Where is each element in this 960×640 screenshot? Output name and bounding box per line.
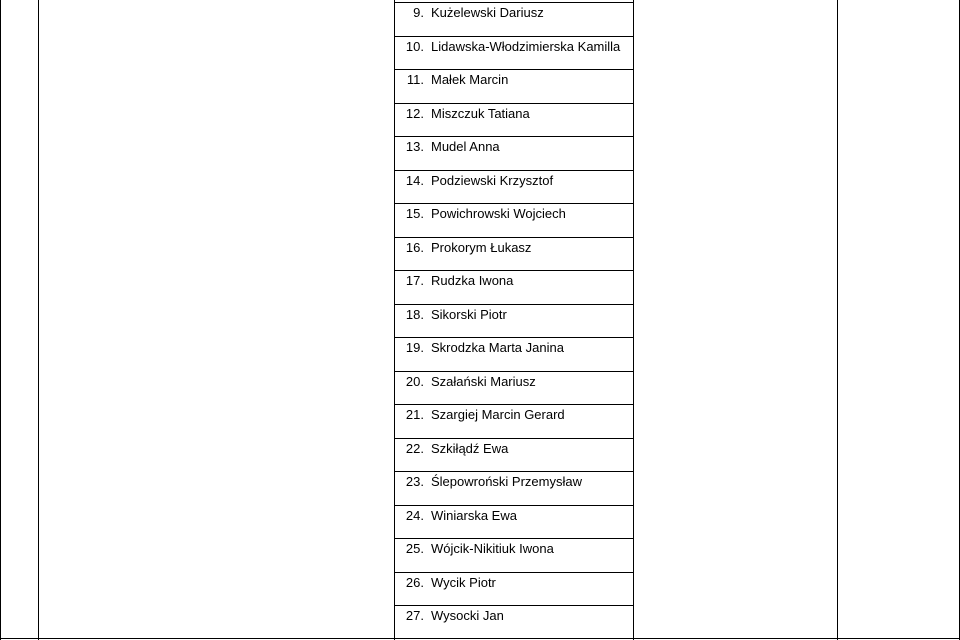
table-row	[395, 599, 633, 633]
table-column-divider	[633, 0, 634, 640]
person-name: Mudel Anna	[431, 139, 500, 155]
table-row	[395, 0, 633, 30]
table-row	[395, 398, 633, 432]
person-name: Ślepowroński Przemysław	[431, 474, 582, 490]
person-name: Podziewski Krzysztof	[431, 172, 554, 188]
table-border-bottom	[0, 638, 960, 639]
person-name: Winiarska Ewa	[431, 507, 517, 523]
row-number: 9.	[413, 5, 424, 21]
row-number: 24.	[405, 507, 424, 523]
row-number: 27.	[405, 608, 424, 624]
row-number: 13.	[405, 139, 424, 155]
person-name: Kużelewski Dariusz	[431, 5, 544, 21]
table-row	[395, 331, 633, 365]
table-border-left	[0, 0, 1, 640]
row-number: 23.	[405, 474, 424, 490]
table-row	[395, 499, 633, 533]
person-name: Szkiłądź Ewa	[431, 440, 509, 456]
row-number: 16.	[405, 239, 424, 255]
person-name: Małek Marcin	[431, 72, 509, 88]
row-number: 20.	[405, 373, 424, 389]
row-number: 25.	[405, 541, 424, 557]
table-row	[395, 566, 633, 600]
person-name: Wójcik-Nikitiuk Iwona	[431, 541, 554, 557]
person-name: Powichrowski Wojciech	[431, 206, 566, 222]
person-name: Wysocki Jan	[431, 608, 504, 624]
person-name: Sikorski Piotr	[431, 306, 507, 322]
row-number: 11.	[406, 72, 424, 88]
table-row	[395, 197, 633, 231]
row-number: 22.	[405, 440, 424, 456]
table-row	[395, 465, 633, 499]
table-column-divider	[837, 0, 838, 640]
table-row	[395, 231, 633, 265]
person-name: Lidawska-Włodzimierska Kamilla	[431, 38, 621, 54]
person-name: Miszczuk Tatiana	[431, 105, 530, 121]
person-name: Wycik Piotr	[431, 574, 496, 590]
table-row	[395, 298, 633, 332]
table-column-divider	[38, 0, 39, 640]
row-number: 19.	[405, 340, 424, 356]
row-number: 15.	[405, 206, 424, 222]
table-row	[395, 432, 633, 466]
row-number: 21.	[405, 407, 424, 423]
table-row	[395, 365, 633, 399]
row-number: 17.	[405, 273, 424, 289]
row-number: 12.	[405, 105, 424, 121]
table-row	[395, 97, 633, 131]
person-name: Skrodzka Marta Janina	[431, 340, 564, 356]
person-name: Rudzka Iwona	[431, 273, 514, 289]
table-row	[395, 130, 633, 164]
row-number: 10.	[405, 38, 424, 54]
person-name: Szałański Mariusz	[431, 373, 536, 389]
table-row	[395, 264, 633, 298]
table-row	[395, 63, 633, 97]
table-row	[395, 532, 633, 566]
person-name: Szargiej Marcin Gerard	[431, 407, 565, 423]
table-row	[395, 30, 633, 64]
row-number: 26.	[405, 574, 424, 590]
person-name: Prokorym Łukasz	[431, 239, 532, 255]
table-row	[395, 164, 633, 198]
row-number: 14.	[405, 172, 424, 188]
row-number: 18.	[405, 306, 424, 322]
